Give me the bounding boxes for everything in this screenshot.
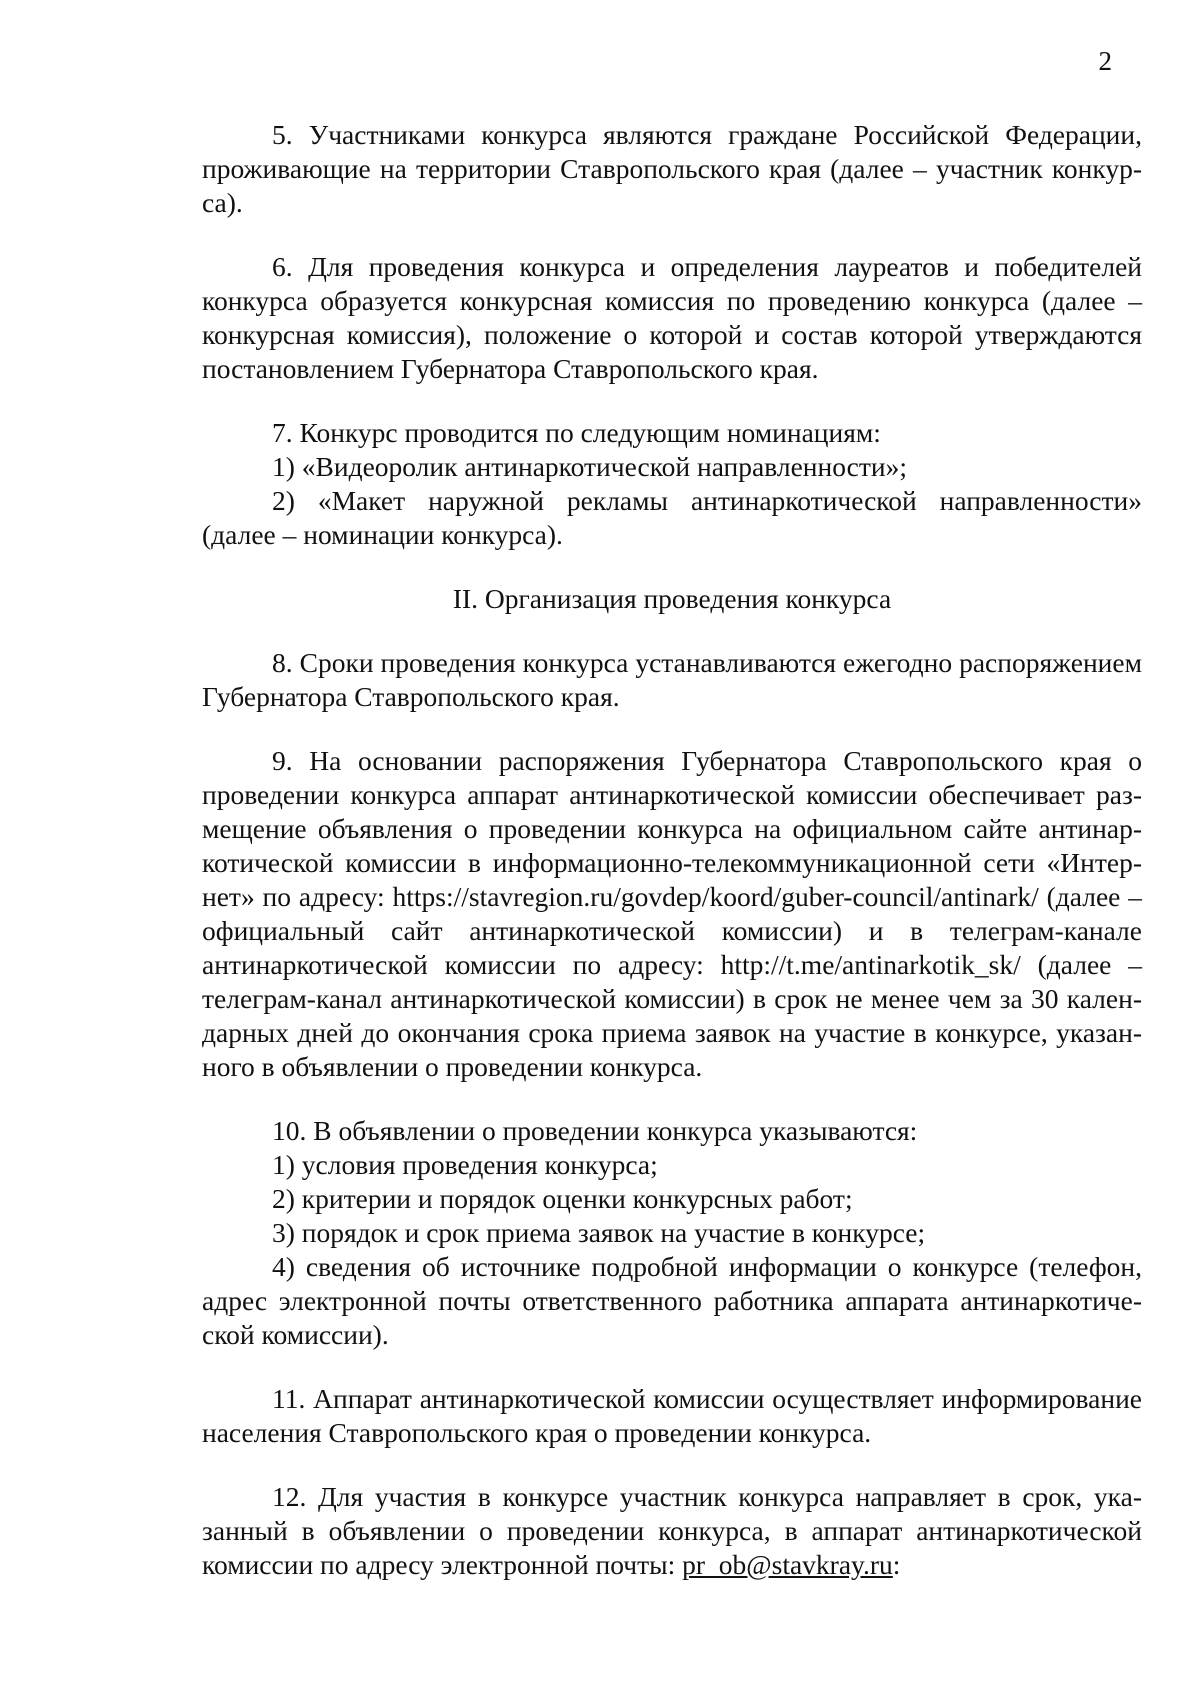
paragraph-10	[202, 1114, 1142, 1352]
page-number: 2	[1098, 46, 1112, 76]
paragraph-10-item-4: 4) сведения об источнике подробной информации о конкурсе (телефон, адрес электронной почты ответственного работника аппарата антинаркотической комиссии).	[202, 1251, 1142, 1350]
paragraph-10-intro: 10. В объявлении о проведении конкурса указываются:	[272, 1115, 918, 1146]
paragraph-5: 5. Участниками конкурса являются граждане Российской Федерации, проживающие на территории Ставропольского края (далее – участник конкурса).	[202, 119, 1142, 218]
email-link[interactable]: pr_ob@stavkray.ru	[682, 1549, 893, 1580]
paragraph-8: 8. Сроки проведения конкурса устанавливаются ежегодно распоряжением Губернатора Ставропольского края.	[202, 647, 1142, 712]
paragraph-7-item-1: 1) «Видеоролик антинаркотической направленности»;	[272, 451, 907, 482]
paragraph-11: 11. Аппарат антинаркотической комиссии осуществляет информирование населения Ставропольского края о проведении конкурса.	[202, 1383, 1142, 1448]
paragraph-10-item-1: 1) условия проведения конкурса;	[272, 1149, 658, 1180]
paragraph-6: 6. Для проведения конкурса и определения лауреатов и победителей конкурса образуется конкурсная комиссия по проведению конкурса (далее – конкурсная комиссия), положение о которой и состав которой утверждаются постановлением Губернатора Ставропольского края.	[202, 251, 1142, 384]
paragraph-9: 9. На основании распоряжения Губернатора Ставропольского края о проведении конкурса аппарат антинаркотической комиссии обеспечивает размещение объявления о проведении конкурса на официальном сайте антинаркотической комиссии в информационно-телекоммуникационной сети «Интернет» по адресу: https://stavregion.ru/govdep/koord/guber-council/antinark/ (далее – официальный сайт антинаркотической комиссии) и в телеграм-канале антинаркотической комиссии по адресу: http://t.me/antinarkotik_sk/ (далее – телеграм-канал антинаркотической комиссии) в срок не менее чем за 30 календарных дней до окончания срока приема заявок на участие в конкурсе, указанного в объявлении о проведении конкурса.	[202, 745, 1142, 1082]
paragraph-7	[202, 416, 1142, 552]
paragraph-10-item-3: 3) порядок и срок приема заявок на участие в конкурсе;	[272, 1217, 926, 1248]
section-2-heading: II. Организация проведения конкурса	[452, 583, 892, 614]
paragraph-12-tail: :	[892, 1549, 901, 1580]
paragraph-7-intro: 7. Конкурс проводится по следующим номинациям:	[272, 417, 881, 448]
paragraph-10-item-2: 2) критерии и порядок оценки конкурсных работ;	[272, 1183, 853, 1214]
paragraph-12-text: 12. Для участия в конкурсе участник конкурса направляет в срок, указанный в объявлении о проведении конкурса, в аппарат антинаркотической комиссии по адресу электронной почты:	[202, 1481, 1142, 1580]
document-body	[202, 118, 1142, 1582]
paragraph-12	[202, 1480, 1142, 1582]
paragraph-7-item-2: 2) «Макет наружной рекламы антинаркотической направленности» (далее – номинации конкурса).	[202, 485, 1142, 550]
